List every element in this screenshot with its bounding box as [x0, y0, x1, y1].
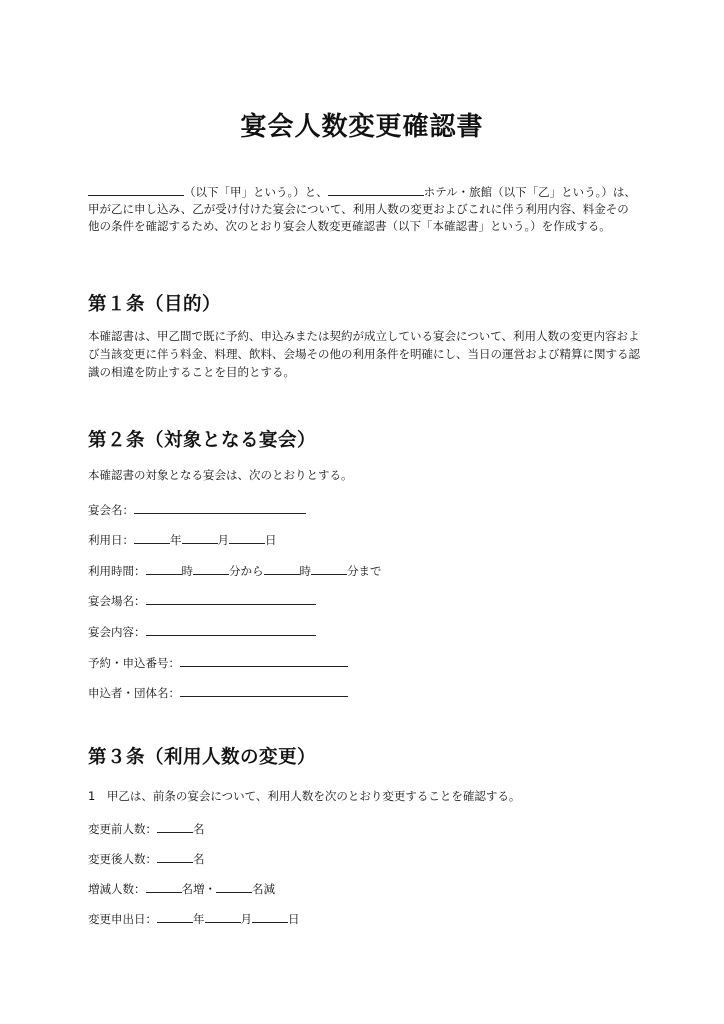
usage-date-row — [88, 531, 277, 548]
event-name-row — [88, 501, 306, 518]
article-1-body: 本確認書は、甲乙間で既に予約、申込みまたは契約が成立している宴会について、利用人数の変更内容および当該変更に伴う料金、料理、飲料、会場その他の利用条件を明確にし、当日の運営および精算に関する認識の相違を防止することを目的とする。 — [88, 329, 640, 379]
content-label: 宴会内容： — [88, 625, 146, 639]
party-a-blank[interactable] — [88, 183, 184, 196]
after-count-row — [88, 850, 205, 867]
content-row — [88, 623, 316, 640]
year-unit-2: 年 — [193, 912, 205, 926]
decrease-unit: 名減 — [252, 882, 275, 896]
request-month-field[interactable] — [205, 910, 241, 923]
applicant-row — [88, 684, 348, 701]
usage-year-field[interactable] — [134, 531, 170, 544]
intro-text-1: （以下「甲」という。）と、 — [184, 185, 328, 199]
reservation-row — [88, 654, 348, 671]
document-title: 宴会人数変更確認書 — [240, 112, 484, 142]
applicant-label: 申込者・団体名： — [88, 686, 180, 700]
reservation-label: 予約・申込番号： — [88, 656, 180, 670]
article-1-heading: 第１条（目的） — [88, 294, 222, 315]
event-name-field[interactable] — [134, 501, 306, 514]
diff-count-row — [88, 880, 275, 897]
usage-time-row — [88, 562, 382, 579]
after-count-field[interactable] — [157, 850, 193, 863]
increase-unit: 名増・ — [181, 882, 216, 896]
article-3-item-1: 1 甲乙は、前条の宴会について、利用人数を次のとおり変更することを確認する。 — [88, 789, 521, 803]
day-unit: 日 — [265, 533, 277, 547]
hotel-name-blank[interactable] — [328, 183, 424, 196]
article-2-heading: 第２条（対象となる宴会） — [88, 430, 317, 451]
reservation-field[interactable] — [180, 654, 348, 667]
hour-unit-2: 時 — [299, 564, 311, 578]
venue-field[interactable] — [146, 592, 316, 605]
intro-text-3: う。）は、甲が乙に申し込み、乙が受け付けた宴会について、利用人数の変更およびこれに伴う利用内容、料金その他の条件を確認するため、次のとおり宴会人数変更確認書（以下「本確認書」という。）を作成する。 — [88, 185, 636, 233]
day-unit-2: 日 — [288, 912, 300, 926]
usage-time-label: 利用時間： — [88, 564, 146, 578]
before-count-unit: 名 — [193, 822, 205, 836]
request-year-field[interactable] — [157, 910, 193, 923]
before-count-field[interactable] — [157, 820, 193, 833]
start-minute-field[interactable] — [193, 562, 229, 575]
minute-until-unit: 分まで — [347, 564, 382, 578]
applicant-field[interactable] — [180, 684, 348, 697]
intro-text-2: ホテル・旅館（以下「乙」とい — [423, 185, 585, 199]
intro-paragraph — [88, 183, 640, 235]
minute-from-unit: 分から — [229, 564, 264, 578]
year-unit: 年 — [170, 533, 182, 547]
diff-count-label: 増減人数： — [88, 882, 146, 896]
request-date-label: 変更申出日： — [88, 912, 157, 926]
before-count-label: 変更前人数： — [88, 822, 157, 836]
after-count-unit: 名 — [193, 852, 205, 866]
start-hour-field[interactable] — [146, 562, 182, 575]
event-name-label: 宴会名： — [88, 503, 134, 517]
usage-date-label: 利用日： — [88, 533, 134, 547]
after-count-label: 変更後人数： — [88, 852, 157, 866]
article-2-body: 本確認書の対象となる宴会は、次のとおりとする。 — [88, 468, 353, 482]
decrease-field[interactable] — [216, 880, 252, 893]
end-hour-field[interactable] — [264, 562, 300, 575]
usage-month-field[interactable] — [182, 531, 218, 544]
venue-label: 宴会場名： — [88, 594, 146, 608]
month-unit: 月 — [217, 533, 229, 547]
content-field[interactable] — [146, 623, 316, 636]
increase-field[interactable] — [146, 880, 182, 893]
hour-unit: 時 — [181, 564, 193, 578]
request-day-field[interactable] — [252, 910, 288, 923]
before-count-row — [88, 820, 205, 837]
venue-row — [88, 592, 316, 609]
end-minute-field[interactable] — [311, 562, 347, 575]
request-date-row — [88, 910, 300, 927]
usage-day-field[interactable] — [229, 531, 265, 544]
article-3-heading: 第３条（利用人数の変更） — [88, 747, 317, 768]
month-unit-2: 月 — [240, 912, 252, 926]
